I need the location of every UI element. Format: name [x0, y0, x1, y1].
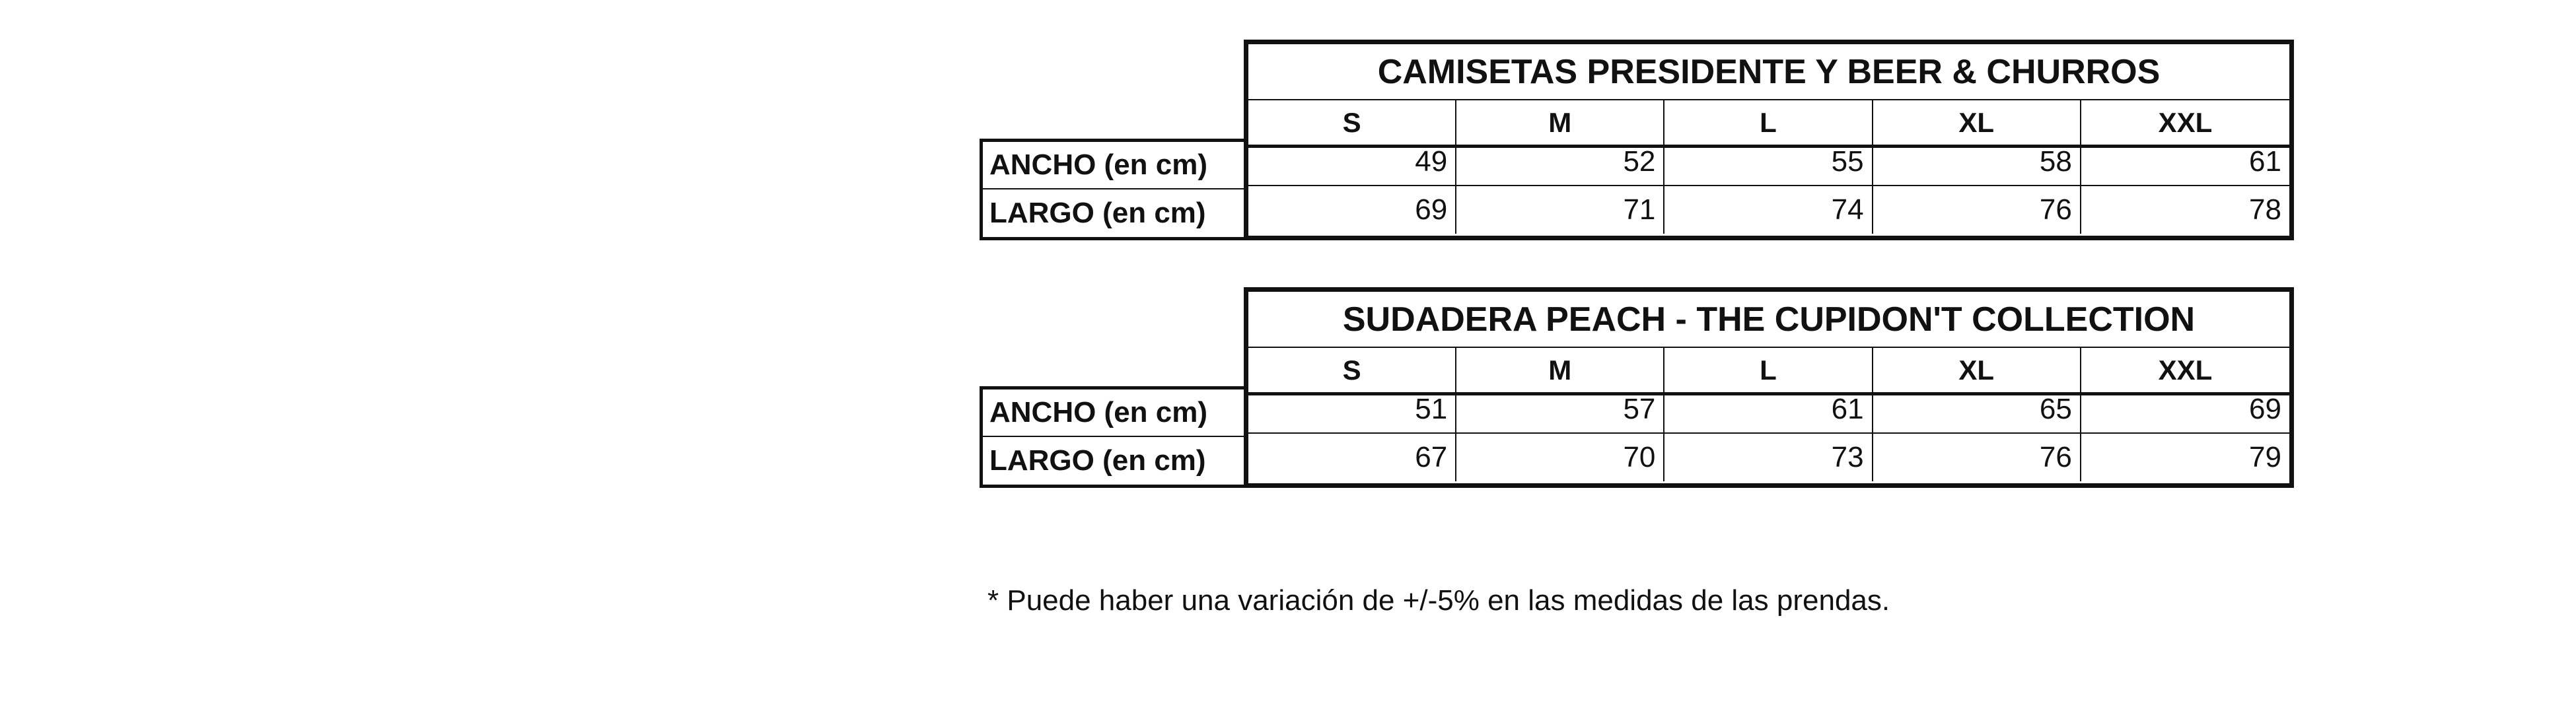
value-cell: 69: [1248, 186, 1456, 234]
footnote: * Puede haber una variación de +/-5% en las medidas de las prendas.: [987, 584, 1890, 617]
value-cell: 73: [1664, 434, 1873, 481]
value-cell: 49: [1248, 139, 1456, 185]
value-cell: 76: [1873, 434, 2081, 481]
table-title: CAMISETAS PRESIDENTE Y BEER & CHURROS: [1248, 44, 2289, 100]
value-cell: 67: [1248, 434, 1456, 481]
table-row-largo: [1248, 434, 2289, 481]
size-header-s: S: [1248, 100, 1456, 145]
values-column: [1244, 139, 2294, 240]
table-row-ancho: [1248, 386, 2289, 434]
value-cell: 78: [2249, 193, 2281, 226]
value-cell: 74: [1664, 186, 1873, 234]
row-label-column: [980, 139, 1244, 240]
size-header-m: M: [1456, 348, 1664, 392]
table-row-ancho: [1248, 139, 2289, 186]
size-header-m: M: [1456, 100, 1664, 145]
value-cell: 61: [2249, 145, 2281, 178]
size-header-xl: XL: [1873, 100, 2081, 145]
size-header-xxl: XXL: [2158, 354, 2213, 386]
table-body: [980, 386, 2294, 488]
row-label-largo: LARGO (en cm): [989, 444, 1206, 477]
value-cell: 55: [1664, 139, 1873, 185]
value-cell: 51: [1248, 386, 1456, 432]
value-cell: 69: [2249, 393, 2281, 425]
value-cell: 52: [1456, 139, 1664, 185]
value-cell: 65: [1873, 386, 2081, 432]
table-title: SUDADERA PEACH - THE CUPIDON'T COLLECTION: [1248, 292, 2289, 348]
row-label-column: [980, 386, 1244, 488]
value-cell: 70: [1456, 434, 1664, 481]
value-cell: 57: [1456, 386, 1664, 432]
row-label-largo: LARGO (en cm): [989, 197, 1206, 229]
table-row-largo: [1248, 186, 2289, 234]
values-column: [1244, 386, 2294, 488]
row-label-ancho: ANCHO (en cm): [983, 390, 1244, 437]
value-cell: 76: [1873, 186, 2081, 234]
row-label-ancho: ANCHO (en cm): [983, 142, 1244, 189]
table-header: [1244, 287, 2294, 386]
size-header-s: S: [1248, 348, 1456, 392]
table-body: [980, 139, 2294, 240]
size-header-l: L: [1664, 348, 1873, 392]
value-cell: 58: [1873, 139, 2081, 185]
size-header-xxl: XXL: [2158, 106, 2213, 138]
size-header-l: L: [1664, 100, 1873, 145]
value-cell: 61: [1664, 386, 1873, 432]
size-header-xl: XL: [1873, 348, 2081, 392]
value-cell: 71: [1456, 186, 1664, 234]
value-cell: 79: [2249, 441, 2281, 473]
table-header: [1244, 40, 2294, 139]
